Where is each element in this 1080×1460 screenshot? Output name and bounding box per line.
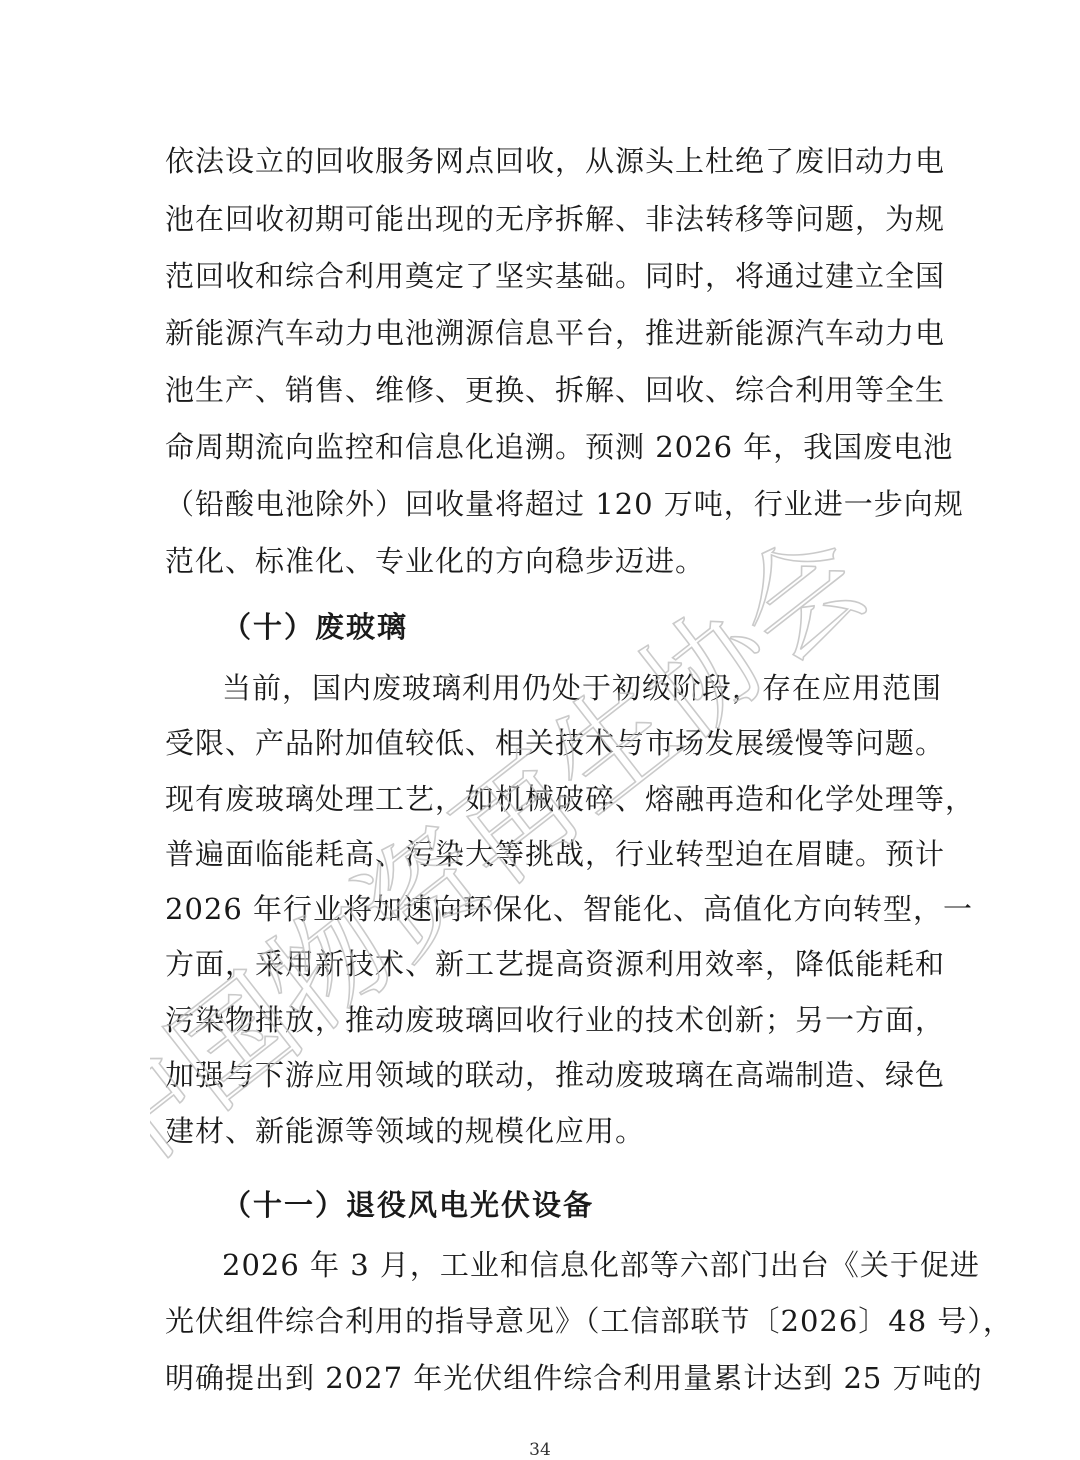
body-text-line: （铅酸电池除外）回收量将超过 120 万吨，行业进一步向规 bbox=[165, 487, 964, 521]
body-text-line: 建材、新能源等领域的规模化应用。 bbox=[165, 1114, 646, 1148]
body-text-line: 依法设立的回收服务网点回收，从源头上杜绝了废旧动力电 bbox=[165, 144, 946, 178]
body-text-line: 现有废玻璃处理工艺，如机械破碎、熔融再造和化学处理等， bbox=[165, 782, 976, 816]
body-text-line: 加强与下游应用领域的联动，推动废玻璃在高端制造、绿色 bbox=[165, 1058, 946, 1092]
body-text-line: 污染物排放，推动废玻璃回收行业的技术创新；另一方面， bbox=[165, 1003, 946, 1037]
page-number: 34 bbox=[529, 1440, 551, 1460]
body-text-line: 新能源汽车动力电池溯源信息平台，推进新能源汽车动力电 bbox=[165, 316, 946, 350]
body-text-line: 光伏组件综合利用的指导意见》（工信部联节〔2026〕48 号）， bbox=[165, 1304, 1013, 1338]
body-text-line: 池在回收初期可能出现的无序拆解、非法转移等问题，为规 bbox=[165, 202, 946, 236]
body-text-line: 受限、产品附加值较低、相关技术与市场发展缓慢等问题。 bbox=[165, 726, 946, 760]
body-text-line: 2026 年行业将加速向环保化、智能化、高值化方向转型，一 bbox=[165, 892, 974, 926]
body-text-line: 明确提出到 2027 年光伏组件综合利用量累计达到 25 万吨的 bbox=[165, 1361, 983, 1395]
section-heading-10: （十）废玻璃 bbox=[222, 610, 409, 644]
body-text-line: 命周期流向监控和信息化追溯。预测 2026 年，我国废电池 bbox=[165, 430, 954, 464]
body-text-line: 方面，采用新技术、新工艺提高资源利用效率，降低能耗和 bbox=[165, 947, 946, 981]
body-text-line: 2026 年 3 月，工业和信息化部等六部门出台《关于促进 bbox=[222, 1248, 980, 1282]
watermark-text: 中国物资再生协会 bbox=[150, 506, 893, 1200]
body-text-line: 范回收和综合利用奠定了坚实基础。同时，将通过建立全国 bbox=[165, 259, 946, 293]
body-text-line: 普遍面临能耗高、污染大等挑战，行业转型迫在眉睫。预计 bbox=[165, 837, 946, 871]
body-text-line: 当前，国内废玻璃利用仍处于初级阶段，存在应用范围 bbox=[222, 671, 943, 705]
section-heading-11: （十一）退役风电光伏设备 bbox=[222, 1188, 595, 1222]
body-text-line: 池生产、销售、维修、更换、拆解、回收、综合利用等全生 bbox=[165, 373, 946, 407]
body-text-line: 范化、标准化、专业化的方向稳步迈进。 bbox=[165, 544, 706, 578]
